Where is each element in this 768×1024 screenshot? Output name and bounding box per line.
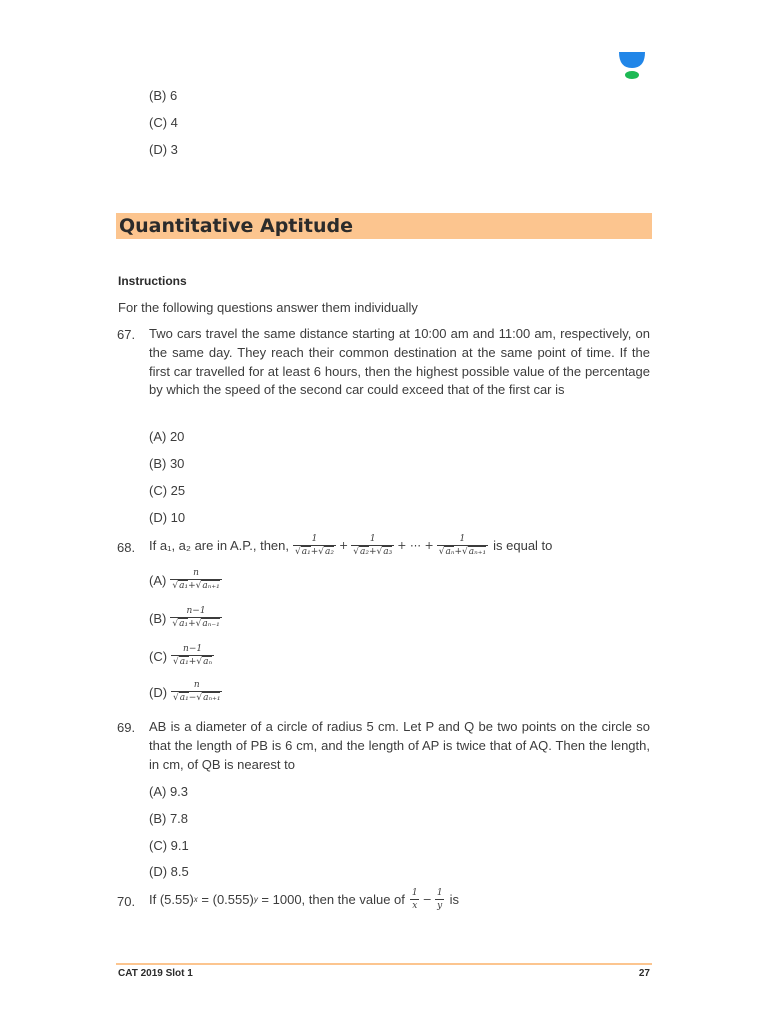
- prev-option-d: (D) 3: [149, 142, 178, 157]
- q68-series-formula: $\frac{1}{\text{√a₁+√a₂}}$ + $\frac{1}{\text{√a₂+√a₃}}$ + ⋯ + $\frac{1}{\text{√aₙ+√aₙ₊₁}}$: [295, 534, 487, 557]
- q70-text-mid1: = (0.555): [197, 891, 254, 907]
- question-text-67: Two cars travel the same distance starting at 10:00 am and 11:00 am, respectively, on the same day. They reach their common destination at the same point of time. If the first car travelled for at least 6 hours, then the highest possible value of the percentage by which the speed of the second car could exceed that of the first car is: [149, 326, 650, 398]
- q70-text-prefix: If (5.55): [149, 891, 194, 907]
- page-number: 27: [638, 968, 650, 979]
- q67-option-c: (C) 25: [149, 483, 186, 498]
- section-banner: [116, 213, 652, 239]
- footer-divider: [116, 963, 652, 965]
- question-text-68: [149, 534, 650, 558]
- q70-formula: $\frac{1}{x}$ − $\frac{1}{y}$: [411, 888, 443, 911]
- q68-option-d-label: (D): [149, 684, 168, 700]
- q68-text-suffix: is equal to: [493, 537, 553, 553]
- q68-option-a-formula: $\frac{n}{\text{√a₁+√aₙ₊₁}}$: [172, 568, 220, 591]
- unacademy-logo-icon: [614, 50, 650, 80]
- q68-option-b-numerator: n−1: [186, 606, 206, 616]
- q68-option-b-formula: $\frac{n-1}{\text{√a₁+√aₙ₋₁}}$: [172, 606, 220, 629]
- q69-option-c: (C) 9.1: [149, 838, 189, 853]
- q68-option-d-formula: $\frac{n}{\text{√a₁−√aₙ₊₁}}$: [173, 680, 221, 703]
- prev-option-b: (B) 6: [149, 88, 178, 103]
- instructions-heading: Instructions: [118, 274, 187, 288]
- q70-text-mid2: = 1000, then the value of: [257, 891, 405, 907]
- q69-option-b: (B) 7.8: [149, 811, 189, 826]
- question-text-70: If (5.55) x = (0.555) y = 1000, then the value of $\frac{1}{x}$ − $\frac{1}{y}$ is: [149, 888, 459, 911]
- q68-option-b-label: (B): [149, 610, 167, 626]
- instructions-text: For the following questions answer them individually: [118, 300, 418, 315]
- q67-option-d: (D) 10: [149, 510, 186, 525]
- question-number-70: 70.: [117, 894, 136, 909]
- q68-option-c: [149, 644, 215, 668]
- q68-option-b: [149, 606, 223, 630]
- q67-option-a: (A) 20: [149, 429, 185, 444]
- q68-option-a: [149, 568, 223, 592]
- q68-text-prefix: If a₁, a₂ are in A.P., then,: [149, 537, 290, 553]
- q68-option-c-numerator: n−1: [183, 644, 203, 654]
- prev-option-c: (C) 4: [149, 115, 178, 130]
- question-number-68: 68.: [117, 540, 136, 555]
- q68-option-d-numerator: n: [193, 680, 200, 690]
- footer-exam-label: CAT 2019 Slot 1: [118, 968, 193, 979]
- q68-option-a-numerator: n: [193, 568, 199, 578]
- q68-option-d: [149, 680, 223, 704]
- question-number-69: 69.: [117, 720, 136, 735]
- q69-option-d: (D) 8.5: [149, 864, 189, 879]
- q68-option-c-formula: $\frac{n-1}{\text{√a₁+√aₙ}}$: [173, 644, 213, 667]
- q69-option-a: (A) 9.3: [149, 784, 189, 799]
- q68-option-c-label: (C): [149, 648, 168, 664]
- question-number-67: 67.: [117, 327, 136, 342]
- question-text-69: AB is a diameter of a circle of radius 5 cm. Let P and Q be two points on the circle so that the length of PB is 6 cm, and the length of AP is twice that of AQ. Then the length, in cm, of QB is nearest to: [149, 719, 650, 772]
- q68-option-a-label: (A): [149, 572, 167, 588]
- q67-option-b: (B) 30: [149, 456, 185, 471]
- q70-text-suffix: is: [449, 891, 459, 907]
- section-title: Quantitative Aptitude: [119, 215, 354, 237]
